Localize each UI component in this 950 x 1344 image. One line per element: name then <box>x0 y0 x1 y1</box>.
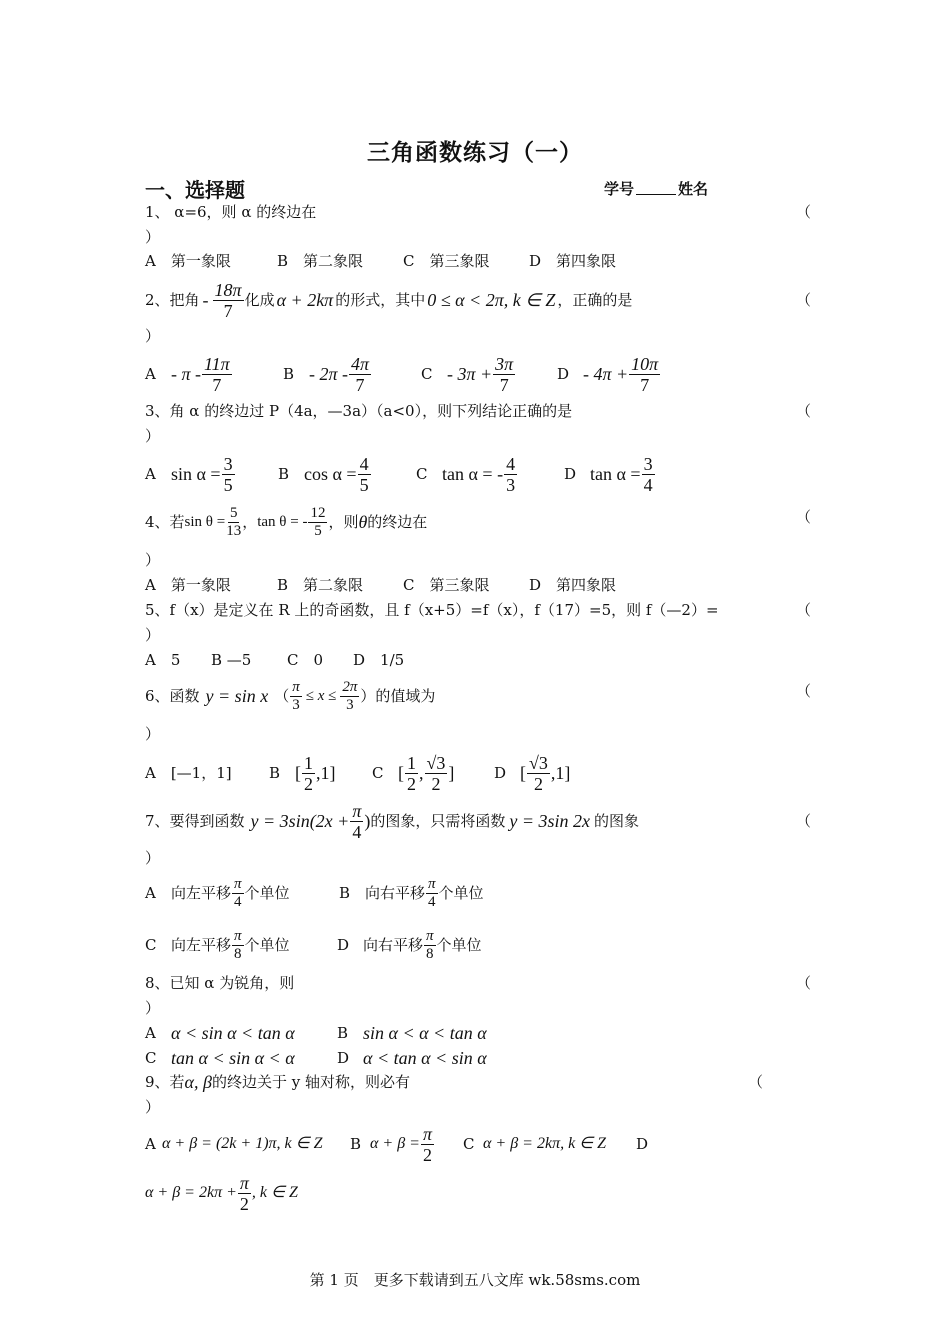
q1-options <box>145 251 616 271</box>
q3-option-b[interactable]: B cos α = $\frac{4}{5}$ <box>278 453 369 495</box>
q1-answer-close: ） <box>145 228 161 246</box>
q9-option-c[interactable]: C α + β = 2kπ, k ∈ Z <box>463 1135 607 1153</box>
q6-answer-close: ） <box>145 725 161 743</box>
q7-options-row1 <box>145 872 484 914</box>
q7-close-paren: ) <box>364 811 371 831</box>
student-info <box>604 178 708 199</box>
q9-suffix: 的终边关于 y 轴对称，则必有 <box>211 1073 410 1091</box>
q9-answer-open[interactable]: （ <box>748 1073 764 1091</box>
q6-inequality: ≤ x ≤ <box>305 688 337 704</box>
q8-options-row1 <box>145 1022 487 1044</box>
q2-stem <box>145 276 632 324</box>
q2-option-c[interactable]: C - 3π + $\frac{3\pi}{7}$ <box>421 353 514 395</box>
q5-answer-close: ） <box>145 626 161 644</box>
q3-option-d[interactable]: D tan α = $\frac{3}{4}$ <box>564 453 653 495</box>
q4-sin-expr: sin θ = <box>184 514 226 530</box>
q6-stem <box>145 674 435 718</box>
q2-suffix: ，正确的是 <box>557 291 633 309</box>
q4-option-a[interactable]: A 第一象限 <box>145 576 231 594</box>
q2-prefix: 2、把角 <box>145 291 200 309</box>
q6-rparen: ） <box>360 687 376 705</box>
q1-option-c[interactable]: C 第三象限 <box>403 252 490 270</box>
q2-mid2: 的形式，其中 <box>335 291 426 309</box>
q4-comma: ， <box>242 513 258 531</box>
q1-answer-open[interactable]: （ <box>796 203 812 221</box>
q1-option-a[interactable]: A 第一象限 <box>145 252 231 270</box>
page-title: 三角函数练习（一） <box>367 139 583 166</box>
q4-mid: ，则 <box>328 513 359 531</box>
q9-prefix: 9、若 <box>145 1073 185 1091</box>
q7-answer-open[interactable]: （ <box>796 812 812 830</box>
q7-target-function: y = 3sin(2x + <box>250 811 350 831</box>
q4-stem <box>145 500 427 544</box>
q3-options <box>145 450 656 498</box>
q2-option-a[interactable]: A - π - $\frac{11\pi}{7}$ <box>145 353 230 395</box>
q6-upper-bound: $\frac{2\pi}{3}$ <box>342 678 358 713</box>
q9-stem <box>145 1071 410 1093</box>
q3-option-a[interactable]: A sin α = $\frac{3}{5}$ <box>145 453 233 495</box>
q6-answer-open[interactable]: （ <box>796 682 812 700</box>
q7-options-row2 <box>145 924 482 966</box>
q9-option-d[interactable]: α + β = 2kπ + $\frac{\pi}{2}$ , k ∈ Z <box>145 1172 298 1214</box>
q8-option-c[interactable]: C tan α < sin α < α <box>145 1048 295 1068</box>
q7-option-c[interactable]: C 向左平移 $\frac{\pi}{8}$ 个单位 <box>145 927 290 962</box>
q8-option-b[interactable]: B sin α < α < tan α <box>337 1023 487 1043</box>
q4-option-c[interactable]: C 第三象限 <box>403 576 490 594</box>
q8-answer-close: ） <box>145 999 161 1017</box>
q2-option-b[interactable]: B - 2π - $\frac{4\pi}{7}$ <box>283 353 370 395</box>
q5-option-b[interactable]: B —5 <box>211 651 252 669</box>
q3-option-c[interactable]: C tan α = - $\frac{4}{3}$ <box>416 453 516 495</box>
q2-option-d[interactable]: D - 4π + $\frac{10\pi}{7}$ <box>557 353 659 395</box>
q7-option-b[interactable]: B 向右平移 $\frac{\pi}{4}$ 个单位 <box>339 875 484 910</box>
q6-option-b[interactable]: B [ $\frac{1}{2}$ , 1 ] <box>269 752 336 794</box>
q8-answer-open[interactable]: （ <box>796 974 812 992</box>
page-footer: 第 1 页 更多下载请到五八文库 wk.58sms.com <box>309 1271 641 1289</box>
q8-stem: 8、已知 α 为锐角，则 <box>145 974 295 992</box>
q1-option-b[interactable]: B 第二象限 <box>277 252 364 270</box>
q8-option-a[interactable]: A α < sin α < tan α <box>145 1023 295 1043</box>
q4-answer-open[interactable]: （ <box>796 508 812 526</box>
q5-option-a[interactable]: A 5 <box>145 651 181 669</box>
q4-options <box>145 575 616 595</box>
q1-stem: 1、 α=6，则 α 的终边在 <box>145 203 317 221</box>
q6-options <box>145 750 570 796</box>
q2-answer-close: ） <box>145 327 161 345</box>
q8-option-d[interactable]: D α < tan α < sin α <box>337 1048 487 1068</box>
q3-stem: 3、角 α 的终边过 P（4a，—3a）（a<0），则下列结论正确的是 <box>145 402 573 420</box>
q7-mid: 的图象，只需将函数 <box>370 812 506 830</box>
q6-function-expr: y = sin x <box>205 686 269 706</box>
q5-stem: 5、f（x）是定义在 R 上的奇函数，且 f（x+5）=f（x），f（17）=5，则 f（—2）= <box>145 601 719 619</box>
student-id-blank[interactable] <box>636 180 676 195</box>
q2-options <box>145 350 661 398</box>
q4-answer-close: ） <box>145 551 161 569</box>
q9-option-a[interactable]: A α + β = (2k + 1)π, k ∈ Z <box>145 1135 323 1153</box>
q7-suffix: 的图象 <box>594 812 640 830</box>
q6-option-d[interactable]: D [ $\frac{√3}{2}$ , 1 ] <box>494 752 571 794</box>
q9-options-row1 <box>145 1121 648 1167</box>
q4-option-b[interactable]: B 第二象限 <box>277 576 364 594</box>
q8-options-row2 <box>145 1047 487 1069</box>
q2-answer-open[interactable]: （ <box>796 291 812 309</box>
q9-angles: α, β <box>184 1072 212 1092</box>
q7-prefix: 7、要得到函数 <box>145 812 245 830</box>
q6-option-a[interactable]: A [—1，1] <box>145 764 232 782</box>
q9-option-b[interactable]: B α + β = $\frac{\pi}{2}$ <box>350 1123 432 1165</box>
q5-option-c[interactable]: C 0 <box>287 651 324 669</box>
q4-tan-expr: tan θ = - <box>257 514 308 530</box>
q7-answer-close: ） <box>145 849 161 867</box>
q6-prefix: 6、函数 <box>145 687 200 705</box>
q9-option-d-letter: D <box>636 1135 649 1153</box>
q5-options <box>145 650 404 670</box>
q7-option-a[interactable]: A 向左平移 $\frac{\pi}{4}$ 个单位 <box>145 875 290 910</box>
q3-answer-open[interactable]: （ <box>796 402 812 420</box>
q7-phase-fraction: $\frac{\pi}{4}$ <box>352 800 362 842</box>
q5-option-d[interactable]: D 1/5 <box>353 651 405 669</box>
q6-option-c[interactable]: C [ $\frac{1}{2}$ , $\frac{√3}{2}$ ] <box>372 752 455 794</box>
q5-answer-open[interactable]: （ <box>796 601 812 619</box>
q2-expr-range: 0 ≤ α < 2π, k ∈ Z <box>427 290 556 310</box>
q7-stem <box>145 798 639 844</box>
q4-prefix: 4、若 <box>145 513 185 531</box>
q2-mid: 化成 <box>244 291 275 309</box>
q1-option-d[interactable]: D 第四象限 <box>529 252 617 270</box>
q7-source-function: y = 3sin 2x <box>509 811 591 831</box>
q2-minus: - <box>202 290 209 310</box>
q4-tan-fraction: $\frac{12}{5}$ <box>310 504 326 539</box>
q6-lower-bound: $\frac{\pi}{3}$ <box>292 678 300 713</box>
section-heading: 一、选择题 <box>145 178 245 202</box>
q2-angle-fraction: $\frac{18\pi}{7}$ <box>214 279 242 321</box>
q7-option-d[interactable]: D 向右平移 $\frac{\pi}{8}$ 个单位 <box>337 927 482 962</box>
q4-suffix: 的终边在 <box>367 513 428 531</box>
q9-answer-close: ） <box>145 1098 161 1116</box>
q6-lparen: （ <box>274 687 290 705</box>
q3-answer-close: ） <box>145 427 161 445</box>
student-id-label: 学号 <box>604 180 635 198</box>
q4-option-d[interactable]: D 第四象限 <box>529 576 617 594</box>
q6-suffix: 的值域为 <box>375 687 436 705</box>
q2-expr-form: α + 2kπ <box>276 290 334 310</box>
q4-sin-fraction: $\frac{5}{13}$ <box>226 504 242 539</box>
q4-theta: θ <box>358 512 368 532</box>
student-name-label: 姓名 <box>678 180 709 198</box>
